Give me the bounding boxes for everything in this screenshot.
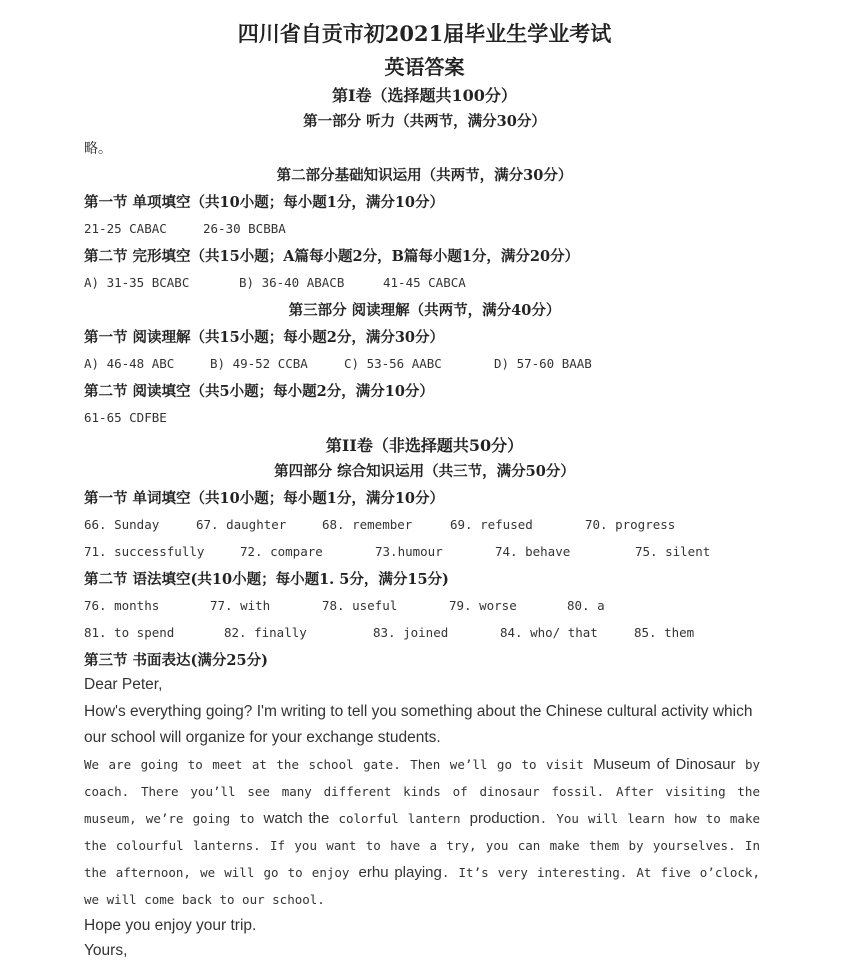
answer-item: 77. with — [210, 598, 271, 613]
answer-item: 21-25 CABAC — [84, 221, 167, 236]
answer-item: 76. months — [84, 598, 160, 613]
answer-item: 61-65 CDFBE — [84, 410, 167, 425]
part3-section1-heading: 第一节 阅读理解（共15小题；每小题2分，满分30分） — [84, 329, 444, 346]
answer-item: 67. daughter — [196, 517, 287, 532]
volume2-title: 第II卷（非选择题共50分） — [325, 436, 524, 455]
answer-item: 85. them — [634, 625, 695, 640]
part3-section2-heading: 第二节 阅读填空（共5小题；每小题2分，满分10分） — [84, 383, 434, 400]
answer-item: 78. useful — [322, 598, 398, 613]
part3-heading: 第三部分 阅读理解（共两节，满分40分） — [288, 302, 561, 319]
answer-item: 80. a — [567, 598, 605, 613]
answer-item: B) 49-52 CCBA — [210, 356, 308, 371]
answer-item: 66. Sunday — [84, 517, 160, 532]
answer-item: 82. finally — [224, 625, 307, 640]
answer-item: 72. compare — [240, 544, 323, 559]
answer-item: 73.humour — [375, 544, 443, 559]
part1-content: 略。 — [84, 141, 112, 157]
document-subtitle: 英语答案 — [384, 55, 465, 79]
answer-item: 84. who/ that — [500, 625, 598, 640]
part2-section1-heading: 第一节 单项填空（共10小题；每小题1分，满分10分） — [84, 194, 444, 211]
answer-item: 79. worse — [449, 598, 517, 613]
letter-closing: Hope you enjoy your trip. — [84, 917, 257, 934]
answer-item: 68. remember — [322, 517, 413, 532]
answer-item: 81. to spend — [84, 625, 175, 640]
part4-heading: 第四部分 综合知识运用（共三节，满分50分） — [274, 463, 575, 480]
part4-section3-heading: 第三节 书面表达(满分25分) — [84, 652, 268, 669]
answer-item: 70. progress — [585, 517, 676, 532]
letter-greeting: Dear Peter, — [84, 676, 163, 693]
answer-item: 69. refused — [450, 517, 533, 532]
part2-section2-heading: 第二节 完形填空（共15小题；A篇每小题2分，B篇每小题1分，满分20分） — [84, 248, 580, 265]
letter-intro: How's everything going? I'm writing to tell you something about the Chinese cultural activity which our school will organize for your exchange students. — [84, 703, 753, 746]
answer-item: C) 53-56 AABC — [344, 356, 442, 371]
letter-body: We are going to meet at the school gate. Then we’ll go to visit Museum of Dinosaur by coach. There you’ll see many different kinds of dinosaur fossil. After visiting the museum, we’re going to watch the colorful lantern production. You will learn how to make the colourful lanterns. If you want to have a try, you can make them by yourselves. In the afternoon, we will go to enjoy erhu playing. It’s very interesting. At five o’clock, we will come back to our school. — [84, 756, 761, 907]
answer-item: 71. successfully — [84, 544, 205, 559]
answer-item: A) 31-35 BCABC — [84, 275, 190, 290]
part1-heading: 第一部分 听力（共两节，满分30分） — [303, 113, 546, 130]
answer-item: A) 46-48 ABC — [84, 356, 175, 371]
answer-item: 75. silent — [635, 544, 711, 559]
answer-item: B) 36-40 ABACB — [239, 275, 345, 290]
letter-signoff: Yours, — [84, 942, 128, 959]
answer-item: D) 57-60 BAAB — [494, 356, 592, 371]
part2-heading: 第二部分基础知识运用（共两节，满分30分） — [276, 167, 573, 184]
answer-item: 41-45 CABCA — [383, 275, 466, 290]
document-title: 四川省自贡市初2021届毕业生学业考试 — [237, 21, 612, 46]
answer-item: 26-30 BCBBA — [203, 221, 286, 236]
volume1-title: 第I卷（选择题共100分） — [332, 86, 517, 105]
part4-section1-heading: 第一节 单词填空（共10小题；每小题1分，满分10分） — [84, 490, 444, 507]
answer-item: 74. behave — [495, 544, 571, 559]
answer-item: 83. joined — [373, 625, 449, 640]
part4-section2-heading: 第二节 语法填空(共10小题；每小题1. 5分，满分15分) — [84, 571, 449, 588]
